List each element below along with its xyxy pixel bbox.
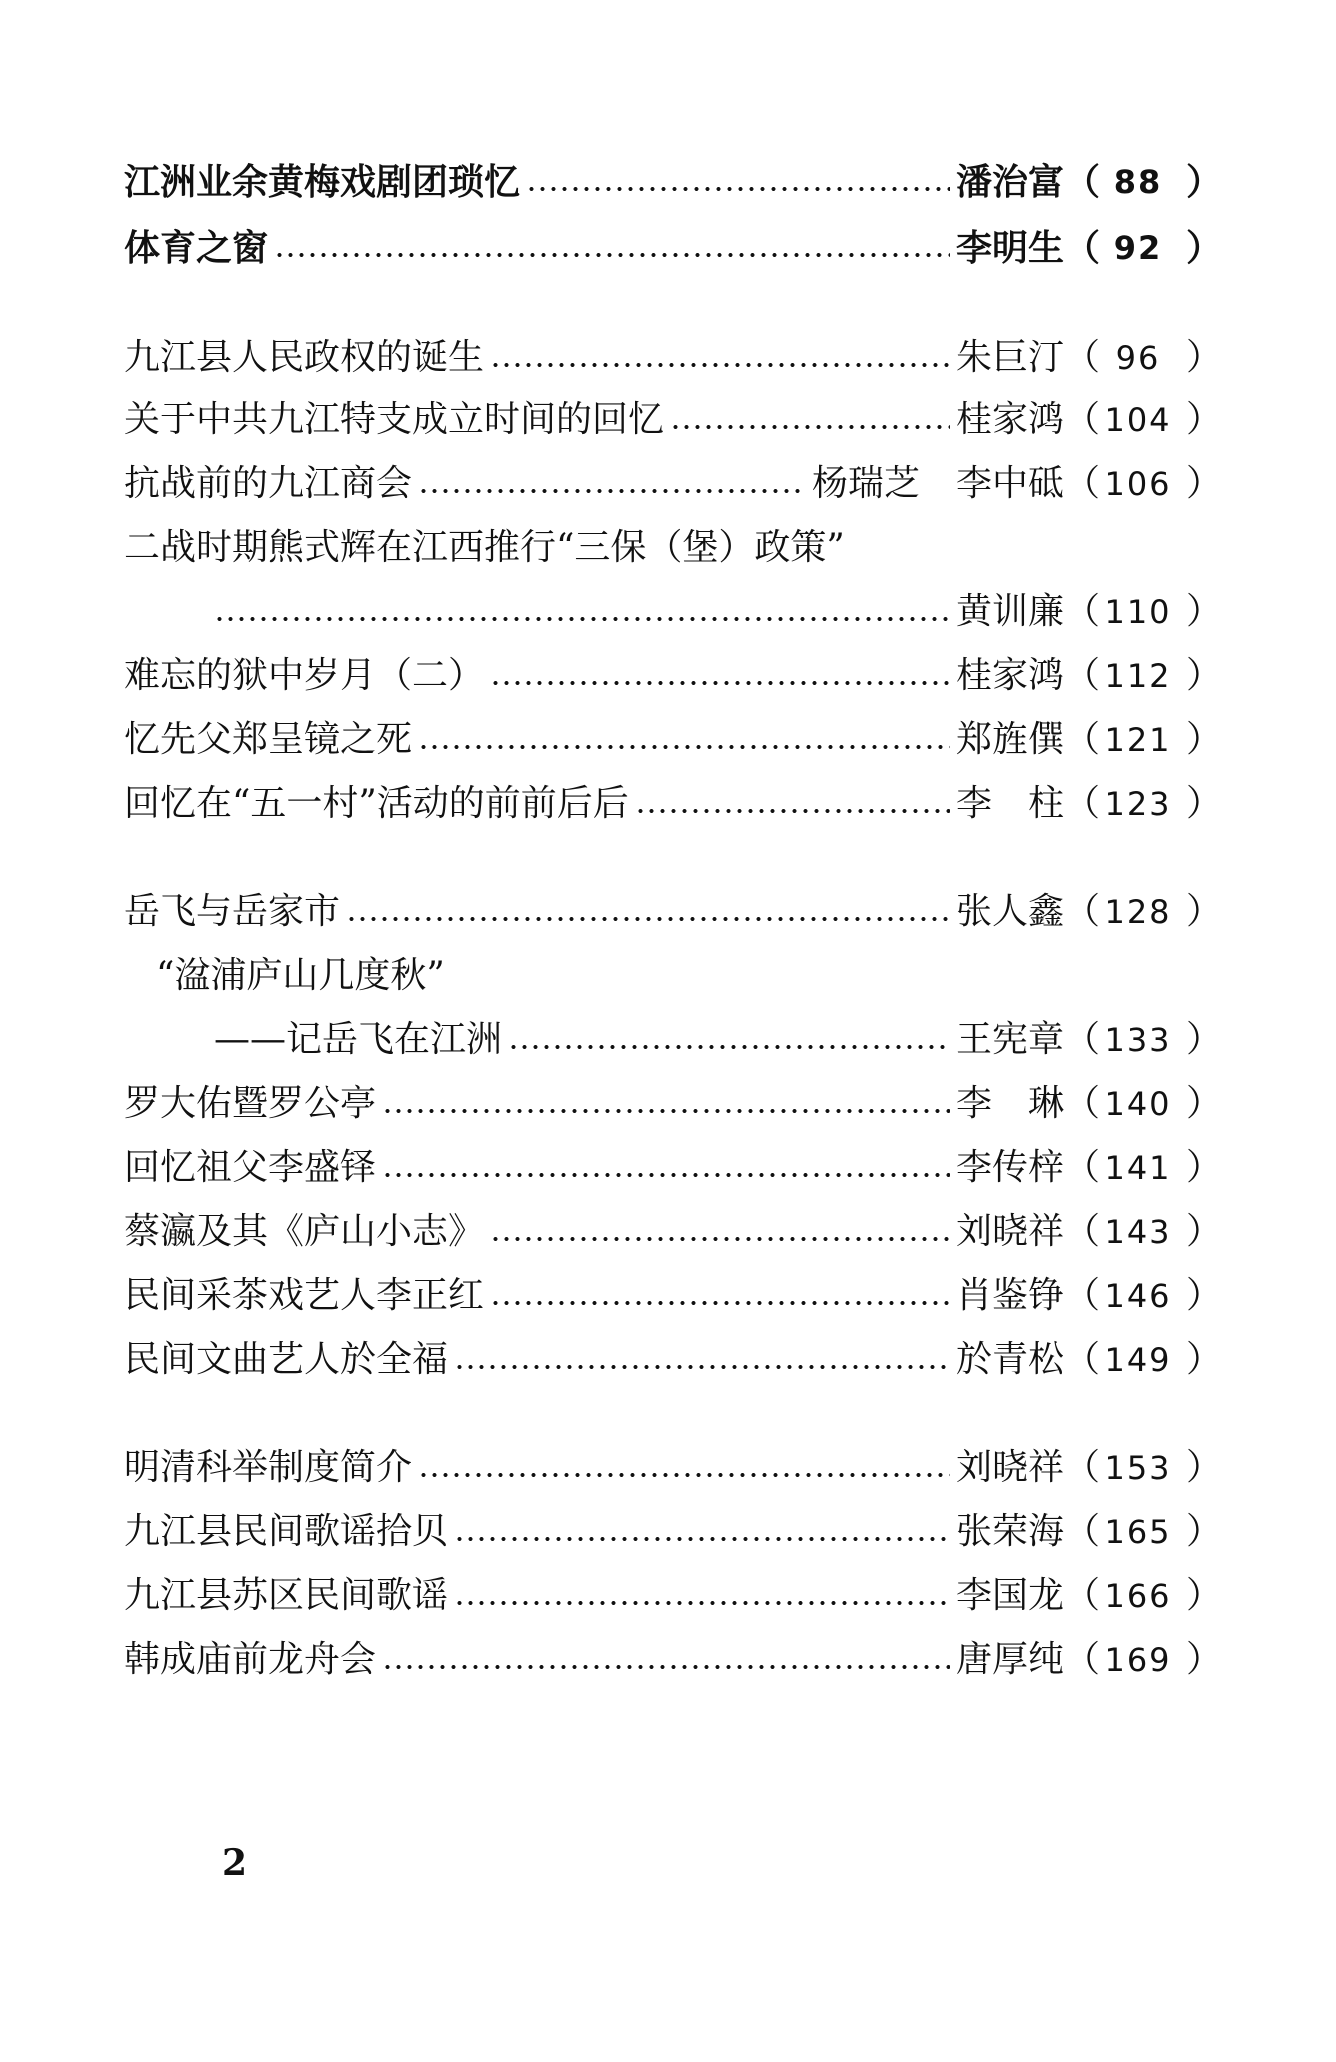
- toc-entry: [214, 584, 1223, 640]
- page-value: 143: [1104, 1213, 1172, 1251]
- page-value: 121: [1104, 721, 1172, 759]
- toc-entry: [124, 220, 1223, 276]
- entry-author: 张人鑫: [955, 891, 1064, 932]
- entry-title: 江洲业余黄梅戏剧团琐忆: [124, 161, 521, 203]
- entry-page: （ 121 ）: [1064, 712, 1212, 768]
- entry-title: 关于中共九江特支成立时间的回忆: [124, 399, 665, 440]
- entry-author: 李 琳: [955, 1083, 1064, 1124]
- toc-entry: [124, 1204, 1223, 1260]
- entry-page: （ 112 ）: [1064, 648, 1212, 704]
- dot-leader: [508, 1044, 950, 1050]
- page-value: 123: [1104, 785, 1172, 823]
- entry-author: 桂家鸿: [955, 655, 1064, 696]
- entry-title: “湓浦庐山几度秋”: [156, 955, 445, 996]
- page-value: 92: [1113, 229, 1163, 267]
- page-value: 165: [1104, 1513, 1172, 1551]
- entry-page: （ 88 ）: [1064, 154, 1212, 210]
- entry-author: 肖鉴铮: [955, 1275, 1064, 1316]
- page-value: 96: [1115, 339, 1161, 377]
- dot-leader: [490, 362, 950, 368]
- entry-title: 岳飞与岳家市: [124, 891, 341, 932]
- toc-entry: [124, 1632, 1223, 1688]
- entry-page: （ 133 ）: [1064, 1012, 1212, 1068]
- dot-leader: [490, 680, 950, 686]
- toc-entry: [124, 1332, 1223, 1388]
- entry-author: 李国龙: [955, 1575, 1064, 1616]
- toc-entry-title-line: [156, 948, 1212, 1004]
- entry-title: 回忆祖父李盛铎: [124, 1147, 377, 1188]
- entry-title: 明清科举制度简介: [124, 1447, 413, 1488]
- toc-entry: [124, 1140, 1223, 1196]
- entry-author: 王宪章: [955, 1019, 1064, 1060]
- toc-entry: [124, 456, 1223, 512]
- dot-leader: [382, 1108, 950, 1114]
- entry-title: 九江县人民政权的诞生: [124, 337, 485, 378]
- page-value: 106: [1104, 465, 1172, 503]
- entry-page: （ 165 ）: [1064, 1504, 1212, 1560]
- entry-title: 九江县民间歌谣拾贝: [124, 1511, 449, 1552]
- toc-entry: [124, 884, 1223, 940]
- dot-leader: [454, 1536, 950, 1542]
- entry-title: 回忆在“五一村”活动的前前后后: [124, 783, 629, 824]
- page-value: 140: [1104, 1085, 1172, 1123]
- toc-entry: [124, 330, 1223, 386]
- page-value: 128: [1104, 893, 1172, 931]
- page-number: 2: [222, 1842, 248, 1884]
- page-value: 149: [1104, 1341, 1172, 1379]
- entry-title: 民间文曲艺人於全福: [124, 1339, 449, 1380]
- page-value: 169: [1104, 1641, 1172, 1679]
- toc-entry: [124, 1568, 1223, 1624]
- toc-entry: [124, 392, 1223, 448]
- page-value: 141: [1104, 1149, 1172, 1187]
- dot-leader: [418, 1472, 950, 1478]
- toc-entry: [124, 648, 1223, 704]
- entry-author: 张荣海: [955, 1511, 1064, 1552]
- dot-leader: [454, 1600, 950, 1606]
- dot-leader: [214, 616, 950, 622]
- entry-title: 罗大佑暨罗公亭: [124, 1083, 377, 1124]
- entry-title: 民间采茶戏艺人李正红: [124, 1275, 485, 1316]
- entry-title: 二战时期熊式辉在江西推行“三保（堡）政策”: [124, 527, 845, 568]
- entry-author: 刘晓祥: [955, 1447, 1064, 1488]
- dot-leader: [490, 1236, 950, 1242]
- page-value: 88: [1113, 163, 1163, 201]
- dot-leader: [490, 1300, 950, 1306]
- toc-entry: [124, 1504, 1223, 1560]
- entry-page: （ 92 ）: [1064, 220, 1212, 276]
- entry-title: 韩成庙前龙舟会: [124, 1639, 377, 1680]
- dot-leader: [382, 1172, 950, 1178]
- entry-page: （ 128 ）: [1064, 884, 1212, 940]
- toc-entry: [124, 1440, 1223, 1496]
- entry-author: 李传梓: [955, 1147, 1064, 1188]
- dot-leader: [635, 808, 950, 814]
- entry-title: 体育之窗: [124, 227, 269, 269]
- entry-title: ——记岳飞在江洲: [214, 1019, 503, 1060]
- dot-leader: [382, 1664, 950, 1670]
- toc-entry: [124, 776, 1223, 832]
- dot-leader: [526, 186, 950, 192]
- dot-leader: [346, 916, 950, 922]
- dot-leader: [670, 424, 950, 430]
- page-value: 110: [1104, 593, 1172, 631]
- entry-author: 黄训廉: [955, 591, 1064, 632]
- page-value: 133: [1104, 1021, 1172, 1059]
- entry-page: （ 169 ）: [1064, 1632, 1212, 1688]
- entry-author: 唐厚纯: [955, 1639, 1064, 1680]
- page-value: 153: [1104, 1449, 1172, 1487]
- entry-author: 於青松: [955, 1339, 1064, 1380]
- entry-page: （ 123 ）: [1064, 776, 1212, 832]
- dot-leader: [418, 488, 806, 494]
- entry-page: （ 110 ）: [1064, 584, 1212, 640]
- entry-title: 忆先父郑呈镜之死: [124, 719, 413, 760]
- entry-page: （ 104 ）: [1064, 392, 1212, 448]
- entry-page: （ 143 ）: [1064, 1204, 1212, 1260]
- entry-author: 桂家鸿: [955, 399, 1064, 440]
- page-value: 112: [1104, 657, 1172, 695]
- entry-author: 李 柱: [955, 783, 1064, 824]
- toc-entry: [124, 1268, 1223, 1324]
- entry-author: 李明生: [955, 227, 1064, 269]
- entry-author: 郑旌僎: [955, 719, 1064, 760]
- entry-page: （ 146 ）: [1064, 1268, 1212, 1324]
- toc-entry: [124, 1076, 1223, 1132]
- entry-page: （ 106 ）: [1064, 456, 1212, 512]
- toc-entry: [214, 1012, 1223, 1068]
- page-value: 104: [1104, 401, 1172, 439]
- entry-page: （ 149 ）: [1064, 1332, 1212, 1388]
- entry-author: 杨瑞芝 李中砥: [811, 463, 1064, 504]
- page-value: 166: [1104, 1577, 1172, 1615]
- entry-title: 九江县苏区民间歌谣: [124, 1575, 449, 1616]
- entry-author: 朱巨汀: [955, 337, 1064, 378]
- toc-entry: [124, 712, 1223, 768]
- dot-leader: [454, 1364, 950, 1370]
- entry-page: （ 166 ）: [1064, 1568, 1212, 1624]
- toc-entry: [124, 154, 1223, 210]
- toc-entry-title-line: [124, 520, 1212, 576]
- dot-leader: [418, 744, 950, 750]
- entry-page: （ 96 ）: [1064, 330, 1212, 386]
- entry-title: 难忘的狱中岁月（二）: [124, 655, 485, 696]
- entry-page: （ 140 ）: [1064, 1076, 1212, 1132]
- dot-leader: [274, 252, 950, 258]
- entry-title: 蔡瀛及其《庐山小志》: [124, 1211, 485, 1252]
- page-value: 146: [1104, 1277, 1172, 1315]
- entry-author: 刘晓祥: [955, 1211, 1064, 1252]
- entry-page: （ 153 ）: [1064, 1440, 1212, 1496]
- entry-title: 抗战前的九江商会: [124, 463, 413, 504]
- entry-page: （ 141 ）: [1064, 1140, 1212, 1196]
- entry-author: 潘治富: [955, 161, 1064, 203]
